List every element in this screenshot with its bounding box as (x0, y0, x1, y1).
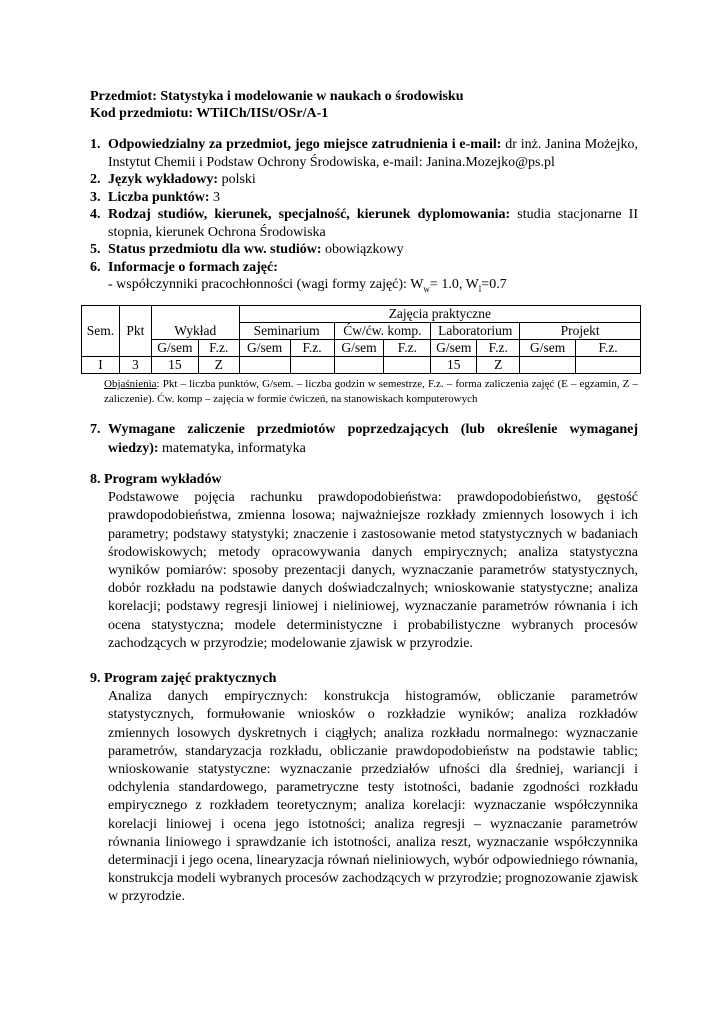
table-cell (334, 357, 384, 374)
item-value: matematyka, informatyka (158, 440, 306, 456)
item-value: obowiązkowy (321, 242, 404, 257)
item-value: 3 (209, 189, 221, 205)
item-number: 7. (90, 422, 101, 437)
section-prerequisites (90, 421, 638, 458)
item-label: Rodzaj studiów, kierunek, specjalność, kierunek dyplomowania: (108, 207, 511, 222)
col-fz: F.z. (290, 340, 334, 357)
col-fz: F.z. (384, 340, 431, 357)
col-gsem: G/sem (239, 340, 290, 357)
section-body: Podstawowe pojęcia rachunku prawdopodobieństwa: prawdopodobieństwo, gęstość prawdopodobieństwa, zmienna losowa; najważniejsze rozkłady zmiennych losowych i ich parametry; podstawy statystyki; znaczenie i zastosowanie metod statystycznych w badaniach środowiskowych; metody opracowywania danych empirycznych; analiza statystyczna wyników pomiarów: sposoby prezentacji danych, wyznaczanie parametrów statystycznych, dobór rozkładu na podstawie danych doświadczalnych; wnioskowanie statystyczne; analiza korelacji; podstawy regresji liniowej i nieliniowej, wyznaczanie parametrów równania i ich ocena statystyczna; modele deterministyczne i probabilistyczne wybranych procesów zachodzących w przyrodzie; modelowanie zjawisk w przyrodzie. (108, 490, 638, 651)
item-value: polski (218, 172, 256, 187)
item-status (90, 241, 638, 259)
legend-label: Objaśnienia (104, 378, 157, 390)
forms-table (81, 305, 641, 374)
item-label: Wymagane zaliczenie przedmiotów poprzedzających (lub określenie wymaganej wiedzy): (108, 422, 638, 456)
section-practical (90, 670, 638, 907)
section-body: Analiza danych empirycznych: konstrukcja histogramów, obliczanie parametrów statystycznych, formułowanie wniosków o rozkładzie wyników; analiza rozkładów zmiennych losowych dyskretnych i ciągłych; analiza rozkładu normalnego: wyznaczanie parametrów, standaryzacja rozkładu, obliczanie prawdopodobieństw na podstawie tablic; wnioskowanie statystyczne: wyznaczanie przedziałów ufności dla średniej, wariancji i odchylenia standardowego, parametryczne testy istotności, badanie zgodności rozkładu empirycznego z rozkładem teoretycznym; analiza korelacji: wyznaczanie współczynnika korelacji liniowej i ocena jego istotności; analiza regresji – wyznaczanie parametrów równania liniowego i sprawdzanie ich istotności, analiza reszt, wyznaczanie współczynnika determinacji i jego ocena, linearyzacja równań nieliniowych, wybór odpowiedniego równania, konstrukcja modeli wybranych procesów zachodzących w przyrodzie; prognozowanie zjawisk w przyrodzie. (108, 689, 638, 905)
item-value: dr inż. Janina Możejko, Instytut Chemii i Podstaw Ochrony Środowiska, e-mail: Janina.Mozejko@ps.pl (108, 137, 639, 170)
table-row (82, 357, 641, 374)
col-seminarium: Seminarium (239, 323, 334, 340)
table-cell: Z (198, 357, 239, 374)
col-gsem: G/sem (520, 340, 576, 357)
col-gsem: G/sem (151, 340, 198, 357)
section-lectures (90, 471, 638, 653)
table-cell (384, 357, 431, 374)
item-label: Język wykładowy: (108, 172, 219, 187)
col-fz: F.z. (477, 340, 520, 357)
section-title: 9. Program zajęć praktycznych (90, 671, 277, 686)
item-label: Status przedmiotu dla ww. studiów: (108, 242, 322, 257)
col-fz: F.z. (576, 340, 641, 357)
legend-text: : Pkt – liczba punktów, G/sem. – liczba godzin w semestrze, F.z. – forma zaliczenia zajęć (E – egzamin, Z – zaliczenie). Ćw. komp – zajęcia w formie ćwiczeń, na stanowiskach komputerowych (104, 378, 638, 405)
col-practical: Zajęcia praktyczne (239, 306, 640, 323)
col-projekt: Projekt (520, 323, 641, 340)
item-label: Odpowiedzialny za przedmiot, jego miejsce zatrudnienia i e-mail: (108, 137, 502, 152)
subject-title: Przedmiot: Statystyka i modelowanie w naukach o środowisku (90, 89, 464, 104)
col-lab: Laboratorium (431, 323, 520, 340)
col-wyklad: Wykład (151, 306, 239, 340)
item-number: 4. (90, 207, 101, 222)
item-label: Informacje o formach zajęć: (108, 259, 278, 275)
table-cell (290, 357, 334, 374)
table-cell: 15 (431, 357, 477, 374)
col-gsem: G/sem (334, 340, 384, 357)
col-pkt: Pkt (119, 306, 151, 357)
col-sem: Sem. (82, 306, 120, 357)
table-cell (239, 357, 290, 374)
item-language (90, 171, 638, 189)
item-value: studia stacjonarne II stopnia, kierunek Ochrona Środowiska (108, 207, 638, 240)
subject-code: Kod przedmiotu: WTiICh/IISt/OSr/A-1 (90, 106, 329, 121)
item-label: Liczba punktów: (108, 189, 210, 205)
table-cell: Z (477, 357, 520, 374)
col-cw: Ćw/ćw. komp. (334, 323, 431, 340)
item-number: 2. (90, 172, 101, 187)
col-gsem: G/sem (431, 340, 477, 357)
item-number: 3. (90, 189, 101, 205)
table-cell: 3 (119, 357, 151, 374)
item-number: 6. (90, 259, 101, 275)
section-title: 8. Program wykładów (90, 472, 222, 487)
item-number: 1. (90, 137, 101, 152)
weights-line: - współczynniki pracochłonności (wagi formy zajęć): $W_w= 1.0$, $W_l=0.7$ (108, 277, 507, 294)
col-fz: F.z. (198, 340, 239, 357)
table-cell (576, 357, 641, 374)
table-cell: 15 (151, 357, 198, 374)
item-responsible (90, 136, 638, 171)
item-number: 5. (90, 242, 101, 257)
table-legend (104, 377, 638, 407)
table-cell: I (82, 357, 120, 374)
table-cell (520, 357, 576, 374)
item-forms (90, 259, 638, 299)
item-study-type (90, 206, 638, 241)
item-points (90, 189, 638, 207)
